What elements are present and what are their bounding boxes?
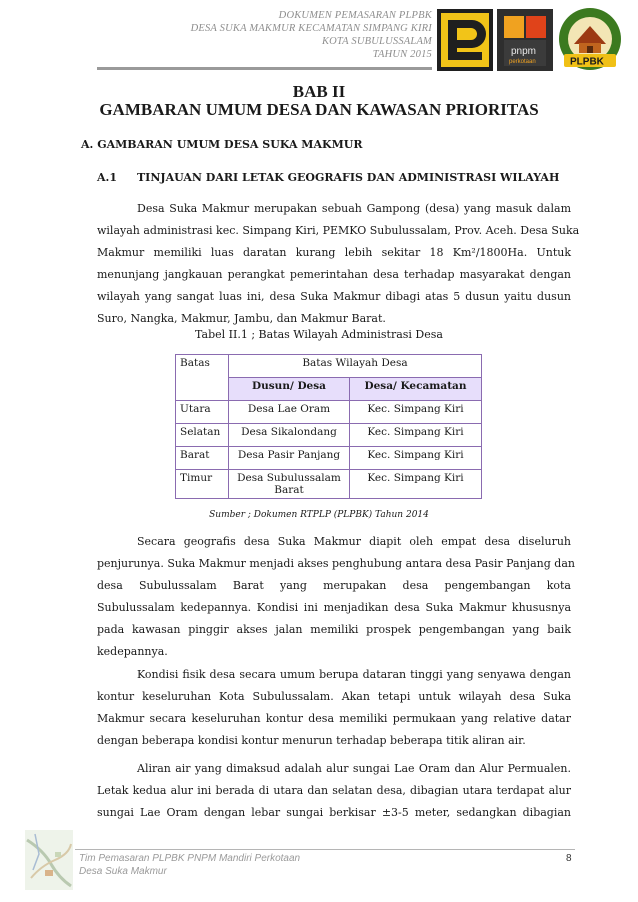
- section-label: TINJAUAN DARI LETAK GEOGRAFIS DAN ADMINISTRASI WILAYAH: [137, 171, 560, 184]
- cell-dusun: Desa Pasir Panjang: [229, 447, 350, 470]
- cell-kecamatan: Kec. Simpang Kiri: [350, 470, 482, 499]
- footer-village: Desa Suka Makmur: [79, 866, 167, 877]
- section-heading-a: A. GAMBARAN UMUM DESA SUKA MAKMUR: [81, 138, 363, 151]
- cell-batas: Barat: [176, 447, 229, 470]
- header-group: Batas Wilayah Desa: [229, 355, 482, 378]
- cell-batas: Utara: [176, 401, 229, 424]
- text-line: wilayah administrasi kec. Simpang Kiri, PEMKO Subulussalam, Prov. Aceh. Desa Suka: [97, 224, 580, 237]
- header-line-4: TAHUN 2015: [372, 49, 432, 60]
- header-line-3: KOTA SUBULUSSALAM: [321, 36, 432, 47]
- text-line: Aliran air yang dimaksud adalah alur sungai Lae Oram dan Alur Permualen.: [137, 762, 571, 775]
- text-line: Letak kedua alur ini berada di utara dan selatan desa, dibagian utara terdapat alur: [97, 784, 571, 797]
- map-thumbnail-icon: [25, 830, 73, 890]
- text-line: Kondisi fisik desa secara umum berupa dataran tinggi yang senyawa dengan: [137, 668, 571, 681]
- cell-batas: Timur: [176, 470, 229, 499]
- pnpm-logo-sub: perkotaan: [509, 59, 536, 65]
- text-line: Suro, Nangka, Makmur, Jambu, dan Makmur Barat.: [97, 312, 386, 325]
- boundary-table: [175, 354, 482, 499]
- text-line: pada kawasan pinggir akses jalan memiliki prospek pengembangan yang baik: [97, 623, 571, 636]
- table-row: [176, 470, 482, 499]
- section-number: A.1: [97, 171, 118, 184]
- paragraph-position: [97, 531, 575, 663]
- text-line: wilayah yang sangat luas ini, desa Suka Makmur dibagi atas 5 dusun yaitu dusun: [97, 290, 571, 303]
- text-line: menunjang jangkauan perangkat pemerintahan desa terhadap masyarakat dengan: [97, 268, 571, 281]
- chapter-subtitle: GAMBARAN UMUM DESA DAN KAWASAN PRIORITAS: [99, 100, 539, 119]
- pu-logo-icon: [436, 8, 494, 72]
- chapter-title: BAB II: [292, 82, 346, 101]
- text-line: Makmur secara keseluruhan kontur desa memiliki permukaan yang relative datar: [97, 712, 571, 725]
- text-line: Makmur memiliki luas daratan kurang lebih sekitar 18 Km²/1800Ha. Untuk: [97, 246, 571, 259]
- footer-team: Tim Pemasaran PLPBK PNPM Mandiri Perkotaan: [79, 853, 301, 864]
- text-line: dengan beberapa kondisi kontur menurun terhadap beberapa titik aliran air.: [97, 734, 526, 747]
- plpbk-logo-text: PLPBK: [570, 56, 604, 68]
- header-line-2: DESA SUKA MAKMUR KECAMATAN SIMPANG KIRI: [190, 23, 432, 34]
- cell-batas: Selatan: [176, 424, 229, 447]
- header-batas: Batas: [176, 355, 229, 401]
- paragraph-geography: [97, 198, 580, 330]
- paragraph-physical: [97, 664, 571, 752]
- table-row: [176, 424, 482, 447]
- text-line: Desa Suka Makmur merupakan sebuah Gampong (desa) yang masuk dalam: [137, 202, 571, 215]
- text-line: kontur keseluruhan Kota Subulussalam. Akan tetapi untuk wilayah desa Suka: [97, 690, 571, 703]
- table-caption: Tabel II.1 ; Batas Wilayah Administrasi Desa: [195, 328, 443, 341]
- paragraph-water-flow: [97, 758, 571, 824]
- table-source: Sumber ; Dokumen RTPLP (PLPBK) Tahun 2014: [209, 510, 429, 520]
- table-row: [176, 447, 482, 470]
- text-line: penjurunya. Suka Makmur menjadi akses penghubung antara desa Pasir Panjang dan: [97, 557, 575, 570]
- subheader-dusun: Dusun/ Desa: [229, 378, 350, 401]
- text-line: Subulussalam kedepannya. Kondisi ini menjadikan desa Suka Makmur khususnya: [97, 601, 571, 614]
- header-divider: [97, 67, 432, 70]
- cell-kecamatan: Kec. Simpang Kiri: [350, 401, 482, 424]
- section-heading-a1: [97, 171, 559, 184]
- pnpm-logo-text: pnpm: [511, 46, 537, 57]
- cell-dusun: Desa Sikalondang: [229, 424, 350, 447]
- cell-kecamatan: Kec. Simpang Kiri: [350, 424, 482, 447]
- footer-divider: [75, 849, 575, 850]
- text-line: Secara geografis desa Suka Makmur diapit oleh empat desa diseluruh: [137, 535, 571, 548]
- cell-dusun: Desa Lae Oram: [229, 401, 350, 424]
- plpbk-logo-icon: [556, 6, 624, 72]
- footer-text: [79, 852, 300, 878]
- text-line: sungai Lae Oram dengan lebar sungai berkisar ±3-5 meter, sedangkan dibagian: [97, 806, 571, 819]
- page-number: 8: [566, 853, 572, 864]
- text-line: kedepannya.: [97, 645, 168, 658]
- cell-dusun: Desa Subulussalam Barat: [229, 470, 350, 499]
- table-header-row: [176, 355, 482, 378]
- subheader-kecamatan: Desa/ Kecamatan: [350, 378, 482, 401]
- table-row: [176, 401, 482, 424]
- text-line: desa Subulussalam Barat yang merupakan desa pengembangan kota: [97, 579, 571, 592]
- document-header: [102, 9, 432, 61]
- header-line-1: DOKUMEN PEMASARAN PLPBK: [278, 10, 432, 21]
- pnpm-logo-icon: [496, 8, 554, 72]
- cell-kecamatan: Kec. Simpang Kiri: [350, 447, 482, 470]
